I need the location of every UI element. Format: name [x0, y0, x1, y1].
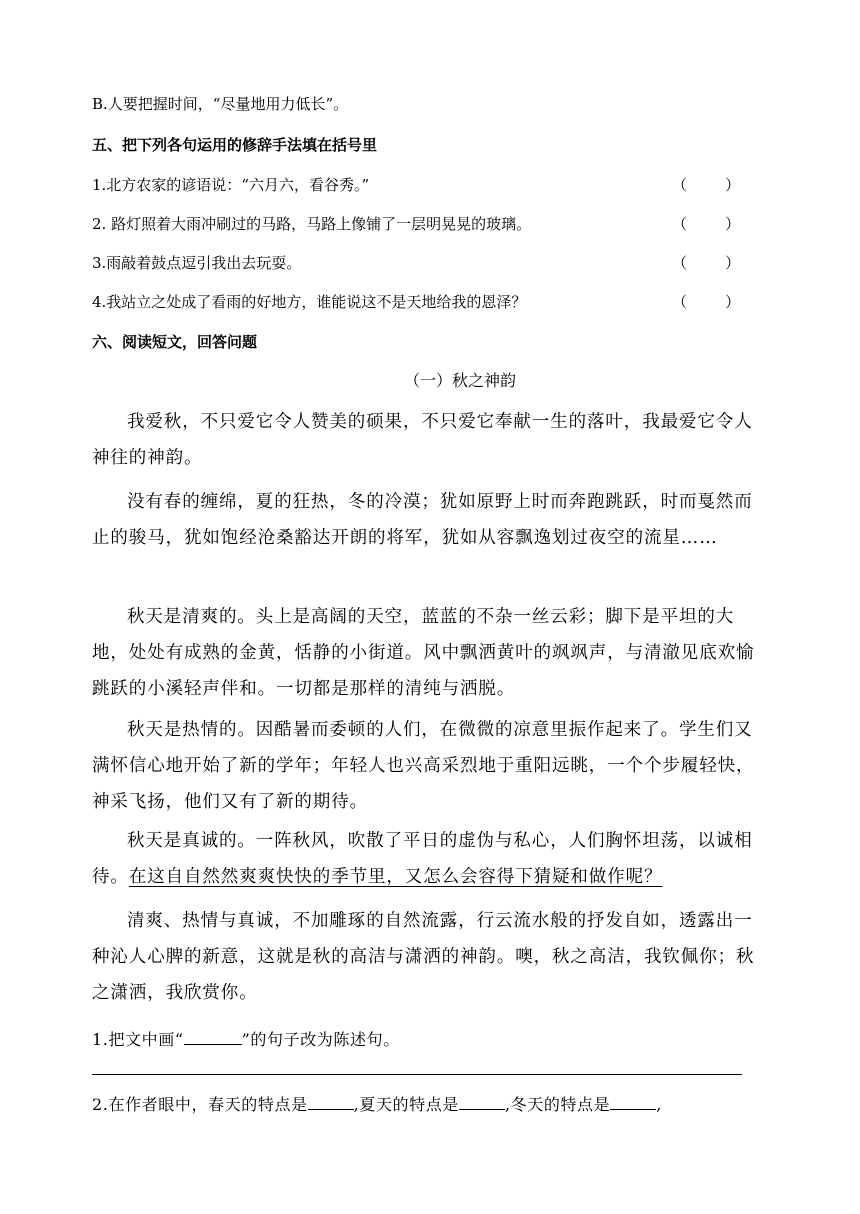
s5-question-1: 1.北方农家的谚语说：“六月六，看谷秀。” — [92, 176, 370, 194]
question-2 — [92, 1093, 772, 1116]
paragraph-1-text: 我爱秋，不只爱它令人赞美的硕果，不只爱它奉献一生的落叶，我最爱它令人神往的神韵。 — [92, 412, 753, 468]
paragraph-4-text: 秋天是热情的。因酷暑而委顿的人们，在微微的凉意里振作起来了。学生们又满怀信心地开始了新的学年；年轻人也兴高采烈地于重阳远眺，一个个步履轻快，神采飞扬，他们又有了新的期待。 — [92, 720, 755, 812]
article-paragraph-6 — [92, 903, 768, 1011]
article-paragraph-2 — [92, 484, 768, 556]
answer-line-1[interactable] — [92, 1074, 742, 1075]
question-1 — [92, 1028, 772, 1051]
question-1-text-end: ”的句子改为陈述句。 — [241, 1030, 400, 1049]
answer-parentheses-4[interactable]: （ ） — [672, 293, 741, 311]
paragraph-2-text: 没有春的缠绵，夏的狂热，冬的冷漠；犹如原野上时而奔跑跳跃，时而戛然而止的骏马，犹如饱经沧桑豁达开朗的将军，犹如从容飘逸划过夜空的流星…… — [92, 492, 753, 548]
answer-parentheses-2[interactable]: （ ） — [672, 215, 741, 233]
question-2-text-a: 2.在作者眼中，春天的特点是 — [92, 1095, 308, 1114]
section-five-heading: 五、把下列各句运用的修辞手法填在括号里 — [92, 136, 378, 154]
s5-question-2: 2. 路灯照着大雨冲刷过的马路，马路上像铺了一层明晃晃的玻璃。 — [92, 215, 532, 233]
article-paragraph-1 — [92, 404, 768, 476]
question-1-text-start: 1.把文中画“ — [92, 1030, 184, 1049]
paragraph-6-text: 清爽、热情与真诚，不加雕琢的自然流露，行云流水般的抒发自如，透露出一种沁人心脾的新意，这就是秋的高洁与潇洒的神韵。噢，秋之高洁，我钦佩你；秋之潇洒，我欣赏你。 — [92, 911, 755, 1003]
article-title: （一）秋之神韵 — [403, 371, 516, 390]
answer-parentheses-3[interactable]: （ ） — [672, 254, 741, 272]
question-2-text-c: ,冬天的特点是 — [504, 1095, 611, 1114]
question-2-text-d: , — [656, 1095, 662, 1114]
s5-question-4: 4.我站立之处成了看雨的好地方，谁能说这不是天地给我的恩泽？ — [92, 293, 527, 311]
article-paragraph-5 — [92, 823, 768, 895]
option-b: B.人要把握时间，“尽量地用力低长”。 — [92, 95, 349, 113]
spring-answer-blank[interactable] — [308, 1093, 354, 1110]
s5-question-3: 3.雨敲着鼓点逗引我出去玩耍。 — [92, 254, 302, 272]
paragraph-3-text: 秋天是清爽的。头上是高阔的天空，蓝蓝的不杂一丝云彩；脚下是平坦的大地，处处有成熟的金黄，恬静的小街道。风中飘洒黄叶的飒飒声，与清澈见底欢愉跳跃的小溪轻声伴和。一切都是那样的清纯与洒脱。 — [92, 607, 755, 699]
article-paragraph-3 — [92, 599, 768, 707]
answer-parentheses-1[interactable]: （ ） — [672, 176, 741, 194]
winter-answer-blank[interactable] — [610, 1093, 656, 1110]
section-six-heading: 六、阅读短文，回答问题 — [92, 333, 258, 351]
article-paragraph-4 — [92, 712, 768, 820]
question-2-text-b: ,夏天的特点是 — [353, 1095, 459, 1114]
summer-answer-blank[interactable] — [459, 1093, 505, 1110]
paragraph-5-text: 秋天是真诚的。一阵秋风，吹散了平日的虚伪与私心，人们胸怀坦荡，以诚相待。 — [92, 831, 753, 887]
underlined-sentence: 在这自自然然爽爽快快的季节里，又怎么会容得下猜疑和做作呢？ — [128, 867, 663, 887]
underline-marker-blank — [184, 1028, 242, 1045]
